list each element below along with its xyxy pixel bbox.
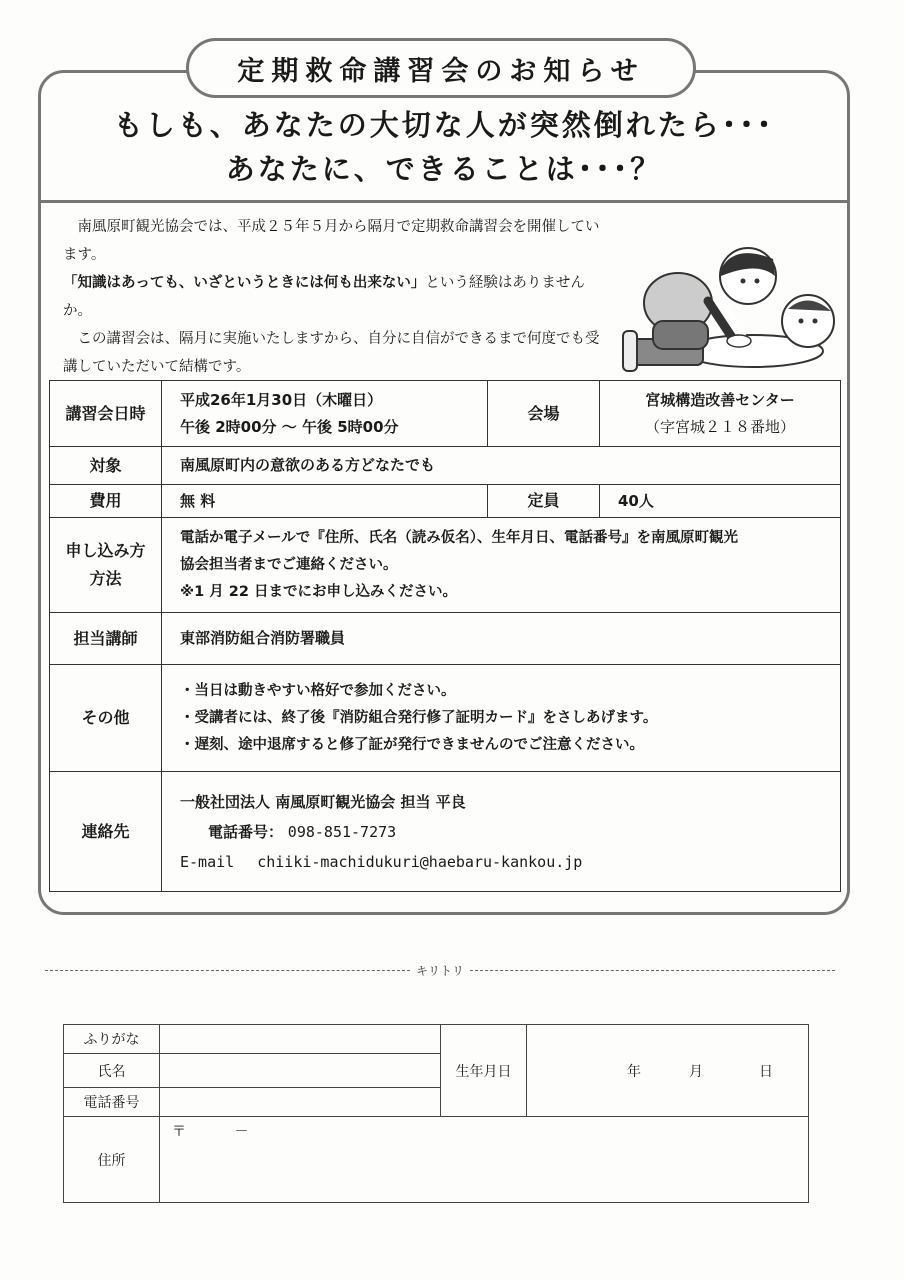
contact-phone: 098-851-7273 bbox=[287, 822, 397, 841]
apply-cell bbox=[162, 518, 841, 613]
intro-quote: 「知識はあっても、いざというときには何も出来ない」 bbox=[63, 274, 426, 291]
birth-field[interactable] bbox=[527, 1025, 809, 1117]
other-item-3: ・遅刻、途中退席すると修了証が発行できませんのでご注意ください。 bbox=[180, 736, 644, 753]
venue-address: （字宮城２１８番地） bbox=[644, 417, 795, 436]
birth-label: 生年月日 bbox=[441, 1025, 527, 1117]
contact-phone-label: 電話番号： bbox=[208, 822, 284, 841]
cut-dash-left bbox=[45, 970, 410, 971]
cut-dash-right bbox=[470, 970, 835, 971]
instructor-label: 担当講師 bbox=[50, 613, 162, 665]
contact-email-label: E-mail bbox=[180, 852, 235, 871]
fee-label: 費用 bbox=[50, 485, 162, 518]
fee-value: 無 料 bbox=[162, 485, 488, 518]
info-table bbox=[49, 380, 841, 892]
venue-cell bbox=[600, 381, 841, 447]
intro-paragraph-2 bbox=[63, 269, 603, 325]
birth-day-label: 日 bbox=[759, 1063, 773, 1080]
other-item-1: ・当日は動きやすい格好で参加ください。 bbox=[180, 682, 456, 699]
intro-paragraph-3: この講習会は、隔月に実施いたしますから、自分に自信ができるまで何度でも受講していただいて結構です。 bbox=[63, 331, 600, 375]
apply-label bbox=[50, 518, 162, 613]
contact-org: 一般社団法人 南風原町観光協会 担当 平良 bbox=[180, 792, 466, 811]
other-item-2: ・受講者には、終了後『消防組合発行修了証明カード』をさしあげます。 bbox=[180, 709, 658, 726]
date-label: 講習会日時 bbox=[50, 381, 162, 447]
name-field[interactable] bbox=[160, 1054, 441, 1088]
date-value: 平成26年1月30日（木曜日） bbox=[180, 390, 383, 409]
venue-label: 会場 bbox=[488, 381, 600, 447]
intro-paragraph-2-rest: という経験はありませんか。 bbox=[63, 275, 585, 319]
cut-line bbox=[45, 960, 835, 980]
application-form bbox=[63, 1024, 809, 1203]
birth-month-label: 月 bbox=[689, 1063, 703, 1080]
notice-frame bbox=[38, 70, 850, 915]
contact-email[interactable]: chiiki-machidukuri@haebaru-kankou.jp bbox=[257, 852, 583, 871]
other-label: その他 bbox=[50, 665, 162, 772]
apply-label-line-1: 申し込み方 bbox=[65, 541, 146, 560]
instructor-value: 東部消防組合消防署職員 bbox=[162, 613, 841, 665]
contact-email-row bbox=[180, 847, 840, 877]
venue-name: 宮城構造改善センター bbox=[645, 390, 795, 409]
birth-units bbox=[527, 1061, 808, 1081]
contact-cell bbox=[162, 772, 841, 892]
notice-title: 定期救命講習会のお知らせ bbox=[186, 38, 696, 98]
intro-text bbox=[63, 213, 603, 381]
birth-year-label: 年 bbox=[627, 1063, 641, 1080]
apply-line-2: 協会担当者までご連絡ください。 bbox=[180, 556, 398, 573]
postal-mark: 〒 bbox=[172, 1124, 186, 1140]
name-label: 氏名 bbox=[64, 1054, 160, 1088]
target-label: 対象 bbox=[50, 447, 162, 485]
target-value: 南風原町内の意欲のある方どなたでも bbox=[162, 447, 841, 485]
contact-label: 連絡先 bbox=[50, 772, 162, 892]
address-label: 住所 bbox=[64, 1117, 160, 1203]
intro-paragraph-1: 南風原町観光協会では、平成２５年５月から隔月で定期救命講習会を開催しています。 bbox=[63, 219, 600, 263]
headline-line-2: あなたに、できることは･･･？ bbox=[225, 152, 663, 186]
furigana-field[interactable] bbox=[160, 1025, 441, 1054]
other-cell bbox=[162, 665, 841, 772]
time-value: 午後 2時00分 ～ 午後 5時00分 bbox=[180, 417, 399, 436]
cut-label: キリトリ bbox=[416, 963, 465, 978]
furigana-label: ふりがな bbox=[64, 1025, 160, 1054]
cpr-illustration-icon bbox=[593, 221, 843, 391]
capacity-label: 定員 bbox=[488, 485, 600, 518]
headline-line-1: もしも、あなたの大切な人が突然倒れたら･･･ bbox=[113, 108, 775, 142]
postal-dash: － bbox=[234, 1124, 249, 1140]
phone-field[interactable] bbox=[160, 1088, 441, 1117]
capacity-value: 40人 bbox=[600, 485, 841, 518]
apply-line-1: 電話か電子メールで『住所、氏名（読み仮名）、生年月日、電話番号』を南風原町観光 bbox=[180, 529, 738, 546]
address-field[interactable] bbox=[160, 1117, 809, 1203]
apply-deadline: ※1 月 22 日までにお申し込みください。 bbox=[180, 583, 458, 600]
date-cell bbox=[162, 381, 488, 447]
phone-label: 電話番号 bbox=[64, 1088, 160, 1117]
apply-label-line-2: 方法 bbox=[89, 569, 122, 588]
contact-phone-row bbox=[180, 817, 840, 847]
